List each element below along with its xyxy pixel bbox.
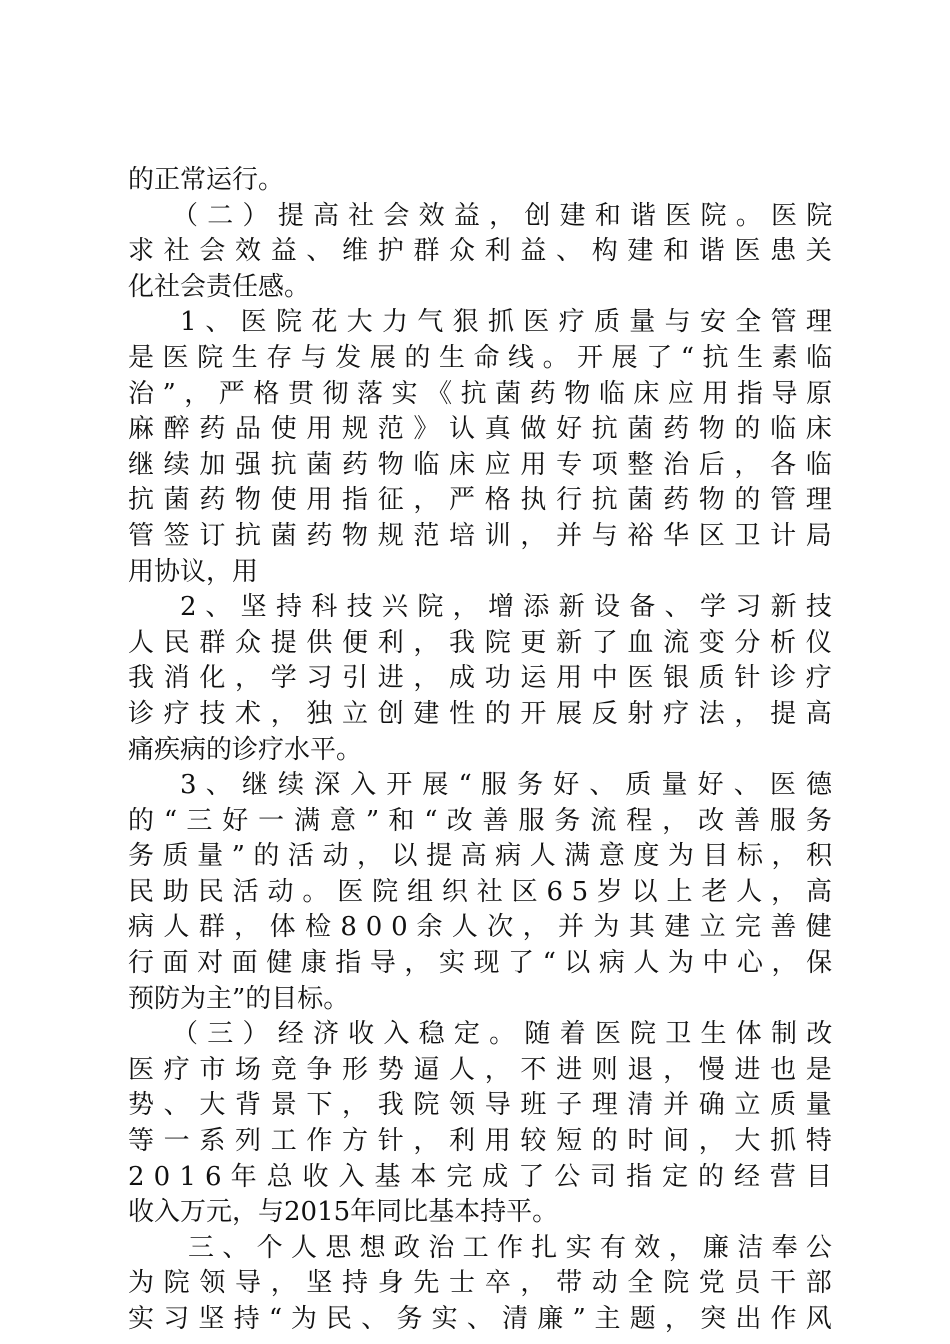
text-line: 是 医 院 生 存 与 发 展 的 生 命 线 。 开 展 了 “ 抗 生 素 临 (128, 342, 832, 373)
document-body (128, 163, 832, 1338)
text-line: 麻 醉 药 品 使 用 规 范 》 认 真 做 好 抗 菌 药 物 的 临 床 (128, 414, 832, 445)
text-line: 收入万元，与2015年同比基本持平。 (128, 1197, 559, 1228)
text-line: 民 助 民 活 动 。 医 院 组 织 社 区 6 5 岁 以 上 老 人 ， 高 (128, 876, 832, 907)
text-line: 的正常运行。 (128, 165, 285, 195)
text-line: 预防为主”的目标。 (128, 983, 350, 1014)
text-line: 诊 疗 技 术 ， 独 立 创 建 性 的 开 展 反 射 疗 法 ， 提 高 (128, 698, 832, 729)
text-line: 行 面 对 面 健 康 指 导 ， 实 现 了 “ 以 病 人 为 中 心 ， 保 (128, 948, 832, 979)
text-line: 痛疾病的诊疗水平。 (128, 734, 363, 765)
text-line: 为 院 领 导 ， 坚 持 身 先 士 卒 ， 带 动 全 院 党 员 干 部 (128, 1268, 832, 1299)
text-line: 势 、 大 背 景 下 ， 我 院 领 导 班 子 理 清 并 确 立 质 量 (128, 1090, 832, 1121)
text-line: 1 、 医 院 花 大 力 气 狠 抓 医 疗 质 量 与 安 全 管 理 (180, 307, 832, 338)
text-line: 用协议，用 (128, 556, 259, 587)
text-line: 病 人 群 ， 体 检 8 0 0 余 人 次 ， 并 为 其 建 立 完 善 健 (128, 912, 832, 943)
text-line: 继 续 加 强 抗 菌 药 物 临 床 应 用 专 项 整 治 后 ， 各 临 (128, 449, 832, 480)
text-line: 抗 菌 药 物 使 用 指 征 ， 严 格 执 行 抗 菌 药 物 的 管 理 (128, 485, 832, 516)
text-line: 3 、 继 续 深 入 开 展 “ 服 务 好 、 质 量 好 、 医 德 (180, 770, 832, 801)
text-line: 2 0 1 6 年 总 收 入 基 本 完 成 了 公 司 指 定 的 经 营 目 (128, 1161, 832, 1192)
text-line: 求 社 会 效 益 、 维 护 群 众 利 益 、 构 建 和 谐 医 患 关 (128, 236, 832, 267)
text-line: 2 、 坚 持 科 技 兴 院 ， 增 添 新 设 备 、 学 习 新 技 (180, 592, 832, 623)
text-line: 治 ” ， 严 格 贯 彻 落 实 《 抗 菌 药 物 临 床 应 用 指 导 原 (128, 378, 832, 409)
text-line: 的 “ 三 好 一 满 意 ” 和 “ 改 善 服 务 流 程 ， 改 善 服 务 (128, 805, 832, 836)
text-line: 化社会责任感。 (128, 271, 311, 302)
text-line: 管 签 订 抗 菌 药 物 规 范 培 训 ， 并 与 裕 华 区 卫 计 局 (128, 520, 832, 551)
text-line: 三 、 个 人 思 想 政 治 工 作 扎 实 有 效 ， 廉 洁 奉 公 (188, 1232, 832, 1263)
text-line: 我 消 化 ， 学 习 引 进 ， 成 功 运 用 中 医 银 质 针 诊 疗 (128, 663, 832, 694)
text-line: （ 二 ） 提 高 社 会 效 益 ， 创 建 和 谐 医 院 。 医 院 (172, 200, 832, 231)
text-line: 实 习 坚 持 “ 为 民 、 务 实 、 清 廉 ” 主 题 ， 突 出 作 风 (128, 1304, 832, 1334)
text-line: 等 一 系 列 工 作 方 针 ， 利 用 较 短 的 时 间 ， 大 抓 特 (128, 1126, 832, 1157)
text-line: 医 疗 市 场 竞 争 形 势 逼 人 ， 不 进 则 退 ， 慢 进 也 是 (128, 1054, 832, 1085)
text-line: 人 民 群 众 提 供 便 利 ， 我 院 更 新 了 血 流 变 分 析 仪 (128, 627, 832, 658)
text-line: （ 三 ） 经 济 收 入 稳 定 。 随 着 医 院 卫 生 体 制 改 (172, 1019, 832, 1050)
text-line: 务 质 量 ” 的 活 动 ， 以 提 高 病 人 满 意 度 为 目 标 ， 积 (128, 841, 832, 872)
